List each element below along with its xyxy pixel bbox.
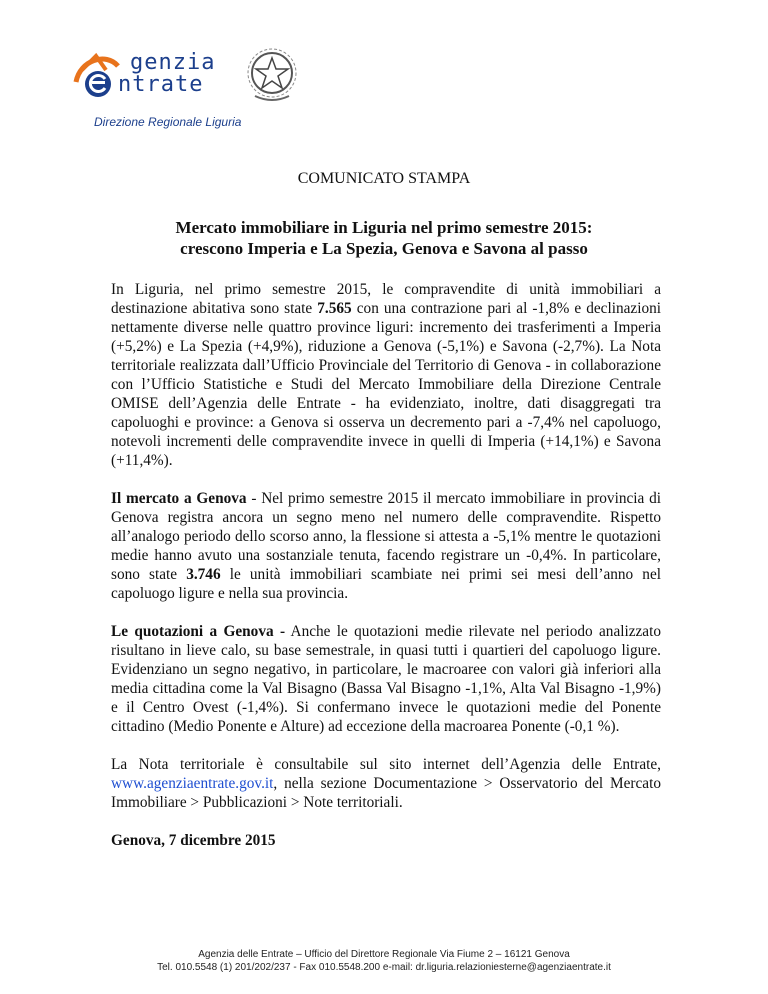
- logo-wordmark: [116, 52, 215, 96]
- letterhead: [72, 44, 332, 134]
- headline: [0, 217, 768, 259]
- logo-line2: ntrate: [118, 72, 204, 97]
- sales-total: 7.565: [317, 300, 352, 317]
- paragraph-genova-quotes: [111, 622, 661, 736]
- paragraph-genova-market: [111, 489, 661, 603]
- footer-address: Agenzia delle Entrate – Ufficio del Direttore Regionale Via Fiume 2 – 16121 Genova: [198, 949, 570, 960]
- italian-republic-emblem-icon: [245, 46, 299, 104]
- footer: [0, 948, 768, 974]
- logo-line1: genzia: [130, 50, 216, 75]
- section-lead: Le quotazioni a Genova -: [111, 623, 286, 640]
- text-span: , nella sezione Documentazione > Osservatorio del Mercato Immobiliare > Pubblicazioni > Note territoriali.: [111, 775, 661, 811]
- genova-sales-total: 3.746: [186, 566, 221, 583]
- text-span: Anche le quotazioni medie rilevate nel periodo analizzato risultano in lieve calo, su base semestrale, in quasi tutti i quartieri del capoluogo ligure. Evidenziano un segno negativo, in particolare, le macroaree con valori già inferiori alla media cittadina come la Val Bisagno (Bassa Val Bisagno -1,1%, Alta Val Bisagno -1,9%) e il Centro Ovest (-1,4%). Si confermano invece le quotazioni medie del Ponente cittadino (Medio Ponente e Alture) ad eccezione della macroarea Ponente (-0,1 %).: [111, 623, 661, 735]
- section-lead: Il mercato a Genova: [111, 490, 247, 507]
- text-span: con una contrazione pari al -1,8% e declinazioni nettamente diverse nelle quattro province liguri: incremento dei trasferimenti a Imperia (+5,2%) e La Spezia (+4,9%), riduzione a Genova (-5,1%) e Savona (-2,7%). La Nota territoriale realizzata dall’Ufficio Provinciale del Territorio di Genova - in collaborazione con l’Ufficio Statistiche e Studi del Mercato Immobiliare della Direzione Centrale OMISE dell’Agenzia delle Entrate - ha evidenziato, inoltre, dati disaggregati tra capoluoghi e province: a Genova si osserva un decremento pari a -7,4% nel capoluogo, notevoli incrementi delle compravendite invece in quelli di Imperia (+14,1%) e Savona (+11,4%).: [111, 300, 661, 469]
- date-signoff: Genova, 7 dicembre 2015: [111, 832, 276, 849]
- body-text: [111, 280, 661, 869]
- text-span: In Liguria, nel primo semestre 2015, le compravendite di unità immobiliari a destinazione abitativa sono state: [111, 281, 661, 317]
- text-span: - Nel primo semestre 2015 il mercato immobiliare in provincia di Genova registra ancora un segno meno nel numero delle compravendite. Rispetto all’analogo periodo dello scorso anno, la flessione si attesta a -5,1% mentre le quotazioni medie hanno avuto una sostanziale tenuta, facendo registrare un -0,4%. In particolare, sono state: [111, 490, 661, 583]
- press-release-label: COMUNICATO STAMPA: [297, 170, 471, 187]
- paragraph-intro: [111, 280, 661, 470]
- paragraph-note-link: [111, 755, 661, 812]
- regional-directorate-label: Direzione Regionale Liguria: [94, 115, 242, 129]
- text-span: le unità immobiliari scambiate nei primi sei mesi dell’anno nel capoluogo ligure e nella sua provincia.: [111, 566, 661, 602]
- footer-contacts: Tel. 010.5548 (1) 201/202/237 - Fax 010.5548.200 e-mail: dr.liguria.relazioniesterne@agenziaentrate.it: [157, 962, 611, 973]
- headline-line1: Mercato immobiliare in Liguria nel primo semestre 2015:: [175, 218, 593, 237]
- headline-line2: crescono Imperia e La Spezia, Genova e Savona al passo: [180, 239, 588, 258]
- agency-website-link[interactable]: www.agenziaentrate.gov.it: [111, 775, 274, 792]
- text-span: La Nota territoriale è consultabile sul sito internet dell’Agenzia delle Entrate,: [111, 756, 661, 773]
